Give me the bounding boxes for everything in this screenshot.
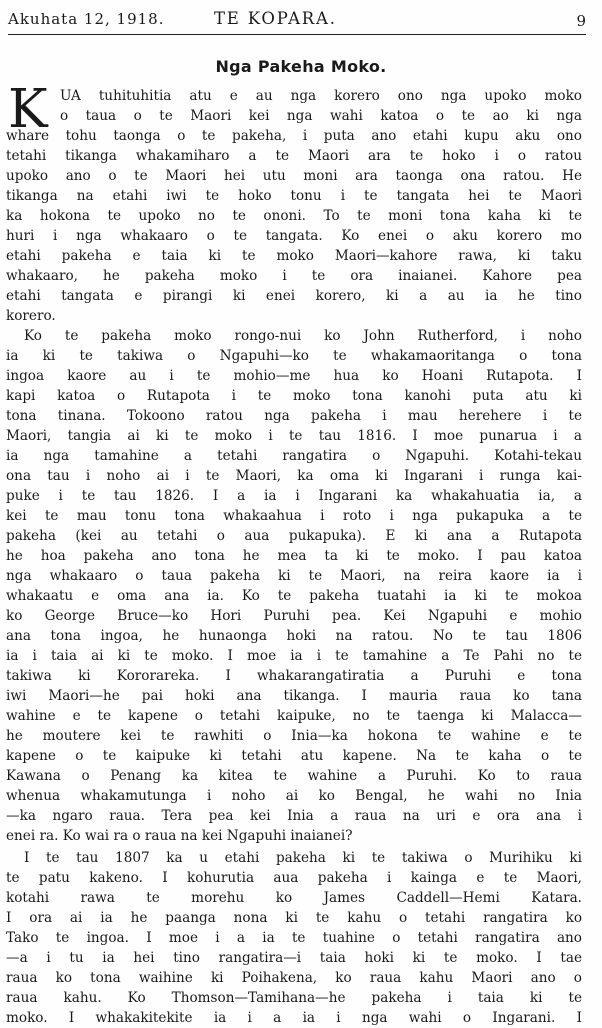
text-line: Tako te ingoa. I moe i a ia te tuahine o tetahi rangatira ano (6, 930, 582, 946)
text-line: raua kahu. Ko Thomson—Tamihana—he pakeha i taia ki te (6, 990, 582, 1006)
text-line: etahi pakeha e taia ki te moko Maori—kahore rawa, ki taku (6, 248, 582, 264)
text-line: whare tohu taonga o te pakeha, i puta ano etahi kupu aku ono (6, 128, 582, 144)
page-header (8, 6, 586, 35)
text-line: —ka ngaro raua. Tera pea kei Inia a raua na uri e ora ana i (6, 808, 582, 824)
text-line: pakeha (kei au tetahi o aua pukapuka). E ki ana a Rutapota (6, 528, 582, 544)
text-line: —a i tu ia hei tino rangatira—i taia hoki ki te moko. I tae (6, 950, 582, 966)
text-line: whenua whakamutunga i noho ai ko Bengal, he wahi no Inia (6, 788, 582, 804)
text-line: Kawana o Penang ka kitea te wahine a Puruhi. Ko to raua (6, 768, 582, 784)
text-line: ka hokona te upoko no te ononi. To te moni tona kaha ki te (6, 208, 582, 224)
text-line: huri i nga whakaaro o te tangata. Ko enei o aku korero mo (6, 228, 582, 244)
text-line: etahi tangata e pirangi ki enei korero, ki a au ia he tino (6, 288, 582, 304)
text-line: UA tuhituhitia atu e au nga korero ono nga upoko moko (60, 88, 582, 104)
text-line: nga whakaaro o taua pakeha ki te Maori, na reira kaore ia i (6, 568, 582, 584)
text-line: kotahi rawa te morehu ko James Caddell—Hemi Katara. (6, 890, 582, 906)
text-line: ona tau i noho ai i te Maori, ka oma ki Ingarani i runga kai- (6, 468, 582, 484)
text-line: ia ki te takiwa o Ngapuhi—ko te whakamaoritanga o tona (6, 348, 582, 364)
text-line: ana tona ingoa, he hunaonga hoki na ratou. No te tau 1806 (6, 628, 582, 644)
text-line: kei te mau tonu tona whakaahua i roto i nga pukapuka a te (6, 508, 582, 524)
text-line: he hoa pakeha ano tona he mea ta ki te moko. I pau katoa (6, 548, 582, 564)
text-line: I te tau 1807 ka u etahi pakeha ki te takiwa o Murihiku ki (24, 850, 582, 866)
text-line: o taua o te Maori kei nga wahi katoa o te ao ki nga (60, 108, 582, 124)
header-date: Akuhata 12, 1918. (8, 10, 165, 28)
text-line: wahine e te kapene o tetahi kaipuke, no te taenga ki Malacca— (6, 708, 582, 724)
text-line: ingoa kaore au i te mohio—me hua ko Hoani Rutapota. I (6, 368, 582, 384)
text-line: iwi Maori—he pai hoki ana tikanga. I mauria raua ko tana (6, 688, 582, 704)
text-line: upoko ano o te Maori hei utu moni ara taonga ona ratou. He (6, 168, 582, 184)
text-line: te patu kakeno. I kohurutia aua pakeha i kainga e te Maori, (6, 870, 582, 886)
header-title: TE KOPARA. (214, 9, 337, 28)
text-line: ia nga tamahine a tetahi rangatira o Ngapuhi. Kotahi-tekau (6, 448, 582, 464)
text-line: he moutere kei te rawhiti o Inia—ka hokona te wahine e te (6, 728, 582, 744)
text-line: whakaatu e oma ana ia. Ko te pakeha tuatahi ia ki te mokoa (6, 588, 582, 604)
text-line: kapene o te kaipuke ki tetahi atu kapene. Na te kaha o te (6, 748, 582, 764)
text-line: tetahi tikanga whakamiharo a te Maori ara te hoko i o ratou (6, 148, 582, 164)
text-line: I ora ai ia he paanga nona ki te kahu o tetahi rangatira ko (6, 910, 582, 926)
text-line: korero. (6, 308, 56, 324)
text-line: ia i taia ai ki te moko. I moe ia i te tamahine a Te Pahi no te (6, 648, 582, 664)
text-line: moko. I whakakitekite ia i a ia i nga wahi o Ingarani. I (6, 1010, 582, 1026)
text-line: puke i te tau 1826. I a ia i Ingarani ka whakahuatia ia, a (6, 488, 582, 504)
text-line: raua ko tona waihine ki Poihakena, ko raua kahu Maori ano o (6, 970, 582, 986)
page-number: 9 (576, 12, 586, 30)
text-line: kapi katoa o Rutapota i te moko tona kanohi puta atu ki (6, 388, 582, 404)
text-line: ko George Bruce—ko Hori Puruhi pea. Kei Ngapuhi e mohio (6, 608, 582, 624)
text-line: Ko te pakeha moko rongo-nui ko John Rutherford, i noho (24, 328, 582, 344)
text-line: tona tinana. Tokoono ratou nga pakeha i mau herehere i te (6, 408, 582, 424)
text-line: whakaaro, he pakeha moko i te ora inaianei. Kahore pea (6, 268, 582, 284)
drop-cap: K (8, 79, 48, 140)
text-line: tikanga na etahi iwi te hoko tonu i te tangata hei te Maori (6, 188, 582, 204)
text-line: takiwa ki Kororareka. I whakarangatiratia a Puruhi e tona (6, 668, 582, 684)
text-line: Maori, tangia ai ki te moko i te tau 1816. I moe punarua i a (6, 428, 582, 444)
text-line: enei ra. Ko wai ra o raua na kei Ngapuhi inaianei? (6, 828, 353, 844)
article-title: Nga Pakeha Moko. (215, 57, 387, 76)
